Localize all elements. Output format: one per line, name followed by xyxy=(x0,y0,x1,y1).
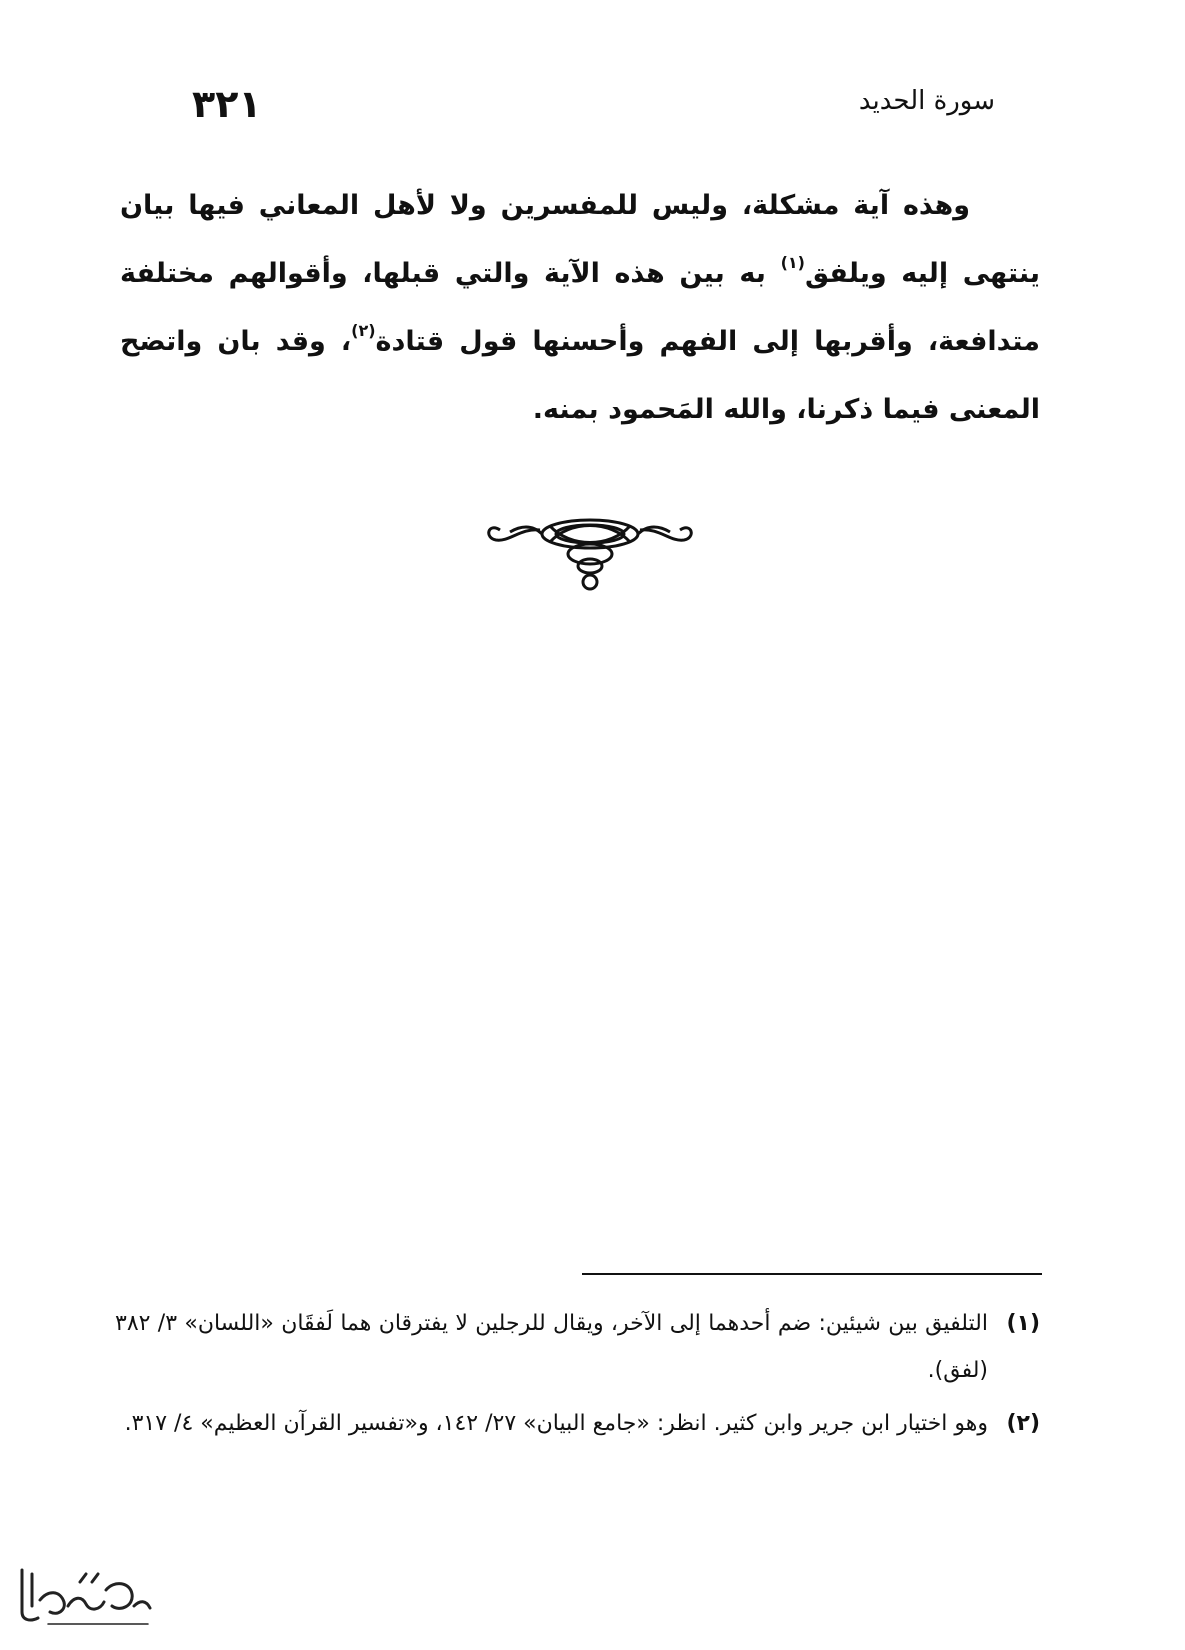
section-ornament xyxy=(480,508,700,598)
body-text xyxy=(120,172,1040,444)
body-paragraph xyxy=(120,172,1040,444)
footnotes xyxy=(115,1300,1040,1453)
footnote-ref-1[interactable]: (١) xyxy=(780,253,805,272)
body-text-part-3: ، وقد بان واتضح المعنى فيما ذكرنا، والله المَحمود بمنه. xyxy=(120,326,1040,425)
page-number: ٣٢١ xyxy=(192,82,262,126)
footnote-text: وهو اختيار ابن جرير وابن كثير. انظر: «جامع البيان» ٢٧/ ١٤٢، و«تفسير القرآن العظيم» ٤/ ٣١٧. xyxy=(124,1411,988,1436)
footnote-number: (٢) xyxy=(1006,1411,1040,1436)
footnote-ref-2[interactable]: (٢) xyxy=(351,321,376,340)
footnote-2 xyxy=(115,1400,1040,1447)
footnote-text: التلفيق بين شيئين: ضم أحدهما إلى الآخر، ويقال للرجلين لا يفترقان هما لَفقَان «اللسان» ٣/ ٣٨٢ (لفق). xyxy=(115,1311,988,1383)
watermark-logo xyxy=(8,1560,158,1640)
body-text-part-1: وهذه آية مشكلة، وليس للمفسرين ولا لأهل المعاني فيها بيان ينتهى إليه ويلفق xyxy=(120,190,1041,289)
footnote-1 xyxy=(115,1300,1040,1394)
footnote-rule xyxy=(582,1273,1042,1275)
body-text-part-2: به بين هذه الآية والتي قبلها، وأقوالهم مختلفة متدافعة، وأقربها إلى الفهم وأحسنها قول قتادة xyxy=(120,258,1041,357)
footnote-number: (١) xyxy=(1006,1311,1040,1336)
running-head: سورة الحديد xyxy=(858,86,995,116)
